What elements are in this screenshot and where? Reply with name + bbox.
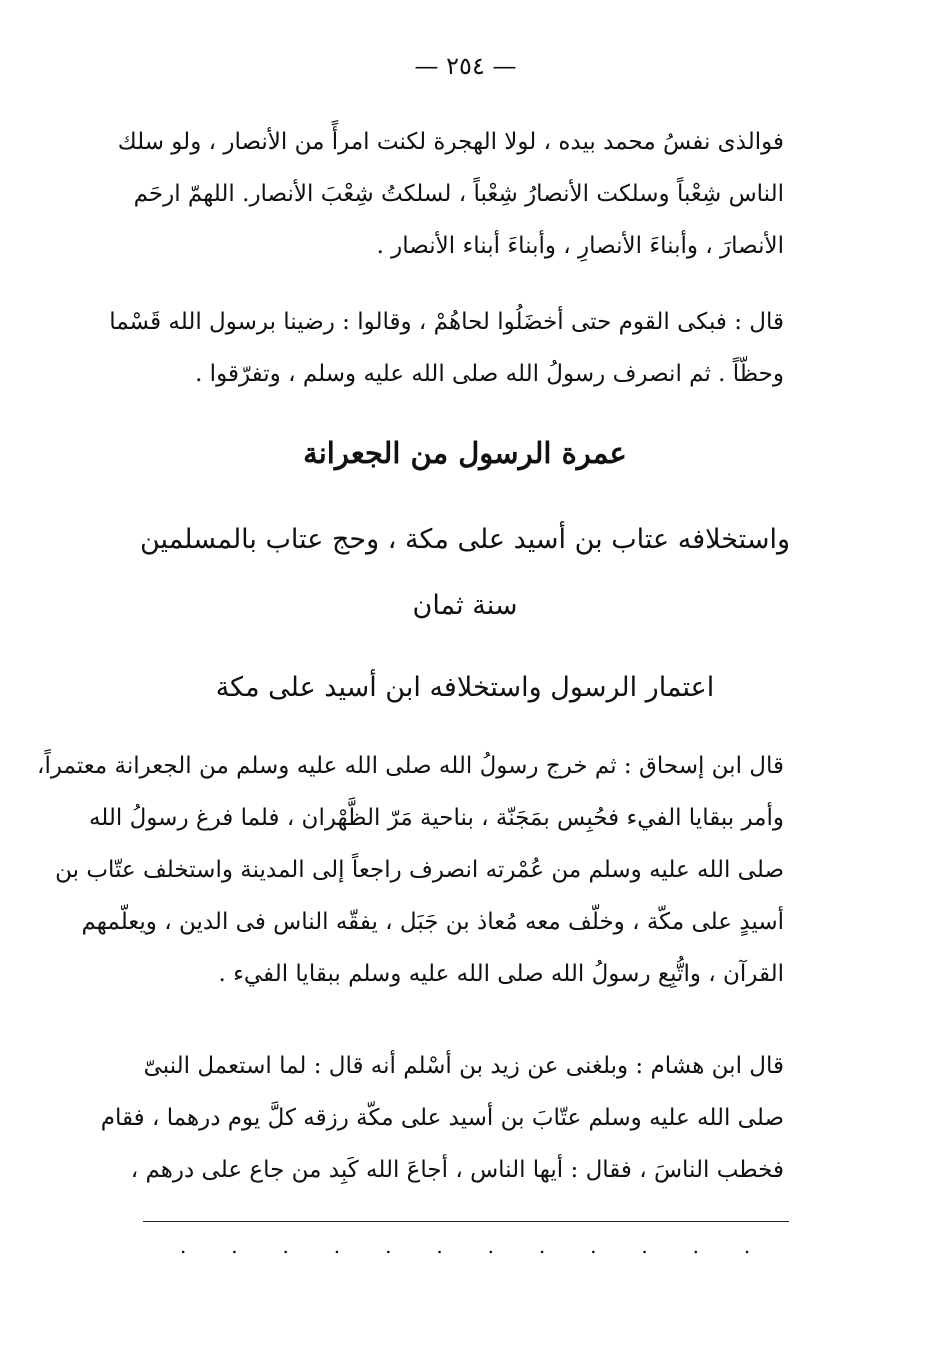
footer-dot: . xyxy=(487,1234,494,1258)
paragraph-1-line-1: فوالذى نفسُ محمد بيده ، لولا الهجرة لكنت امرأً من الأنصار ، ولو سلك xyxy=(117,129,784,155)
paragraph-3-line-2: وأمر ببقايا الفيء فحُبِس بمَجَنّة ، بناحية مَرّ الظَّهْران ، فلما فرغ رسولُ الله xyxy=(88,805,784,831)
paragraph-2-line-1: قال : فبكى القوم حتى أخضَلُوا لحاهُمْ ، وقالوا : رضينا برسول الله قَسْما xyxy=(109,309,784,335)
footer-dot: . xyxy=(692,1234,700,1258)
section-heading: اعتمار الرسول واستخلافه ابن أسيد على مكة xyxy=(215,672,715,703)
paragraph-3-line-1: قال ابن إسحاق : ثم خرج رسولُ الله صلى الله عليه وسلم من الجعرانة معتمراً، xyxy=(37,753,784,779)
paragraph-2 xyxy=(109,296,784,400)
footer-dot: . xyxy=(385,1234,392,1258)
footer-dot: . xyxy=(538,1234,546,1258)
paragraph-1-line-2: الناس شِعْباً وسلكت الأنصارُ شِعْباً ، لسلكتُ شِعْبَ الأنصار. اللهمّ ارحَم xyxy=(133,181,784,207)
page-number: — ٢٥٤ — xyxy=(414,52,517,80)
footer-dot: . xyxy=(333,1234,341,1258)
footer-dot: . xyxy=(282,1234,289,1258)
footer-dot: . xyxy=(436,1234,443,1258)
paragraph-1 xyxy=(117,116,784,272)
footer-dot: . xyxy=(590,1234,597,1258)
paragraph-4-line-1: قال ابن هشام : وبلغنى عن زيد بن أسْلم أنه قال : لما استعمل النبىّ xyxy=(143,1053,784,1079)
paragraph-4-line-3: فخطب الناسَ ، فقال : أيها الناس ، أجاعَ الله كَبِد من جاع على درهم ، xyxy=(130,1157,784,1183)
footer-dots xyxy=(180,1236,750,1256)
footer-dot: . xyxy=(180,1234,187,1258)
paragraph-3-line-5: القرآن ، واتُّبِع رسولُ الله صلى الله عليه وسلم ببقايا الفيء . xyxy=(218,961,784,987)
paragraph-3 xyxy=(37,740,784,1000)
paragraph-2-line-2: وحظّاً . ثم انصرف رسولُ الله صلى الله عليه وسلم ، وتفرّقوا . xyxy=(195,361,784,387)
main-heading: عمرة الرسول من الجعرانة xyxy=(303,436,627,470)
sub-heading-1: واستخلافه عتاب بن أسيد على مكة ، وحج عتاب بالمسلمين xyxy=(140,524,790,555)
paragraph-1-line-3: الأنصارَ ، وأبناءَ الأنصارِ ، وأبناءَ أبناء الأنصار . xyxy=(376,233,784,259)
footer-dot: . xyxy=(743,1234,751,1258)
paragraph-3-line-3: صلى الله عليه وسلم من عُمْرته انصرف راجعاً إلى المدينة واستخلف عتّاب بن xyxy=(55,857,784,883)
paragraph-3-line-4: أسيدٍ على مكّة ، وخلّف معه مُعاذ بن جَبَل ، يفقّه الناس فى الدين ، ويعلّمهم xyxy=(81,909,784,935)
paragraph-4 xyxy=(100,1040,784,1196)
sub-heading-2: سنة ثمان xyxy=(412,590,518,621)
paragraph-4-line-2: صلى الله عليه وسلم عتّابَ بن أسيد على مكّة رزقه كلَّ يوم درهما ، فقام xyxy=(100,1105,784,1131)
footer-dot: . xyxy=(641,1234,648,1258)
footer-dot: . xyxy=(231,1234,238,1258)
footer-rule xyxy=(143,1221,789,1222)
